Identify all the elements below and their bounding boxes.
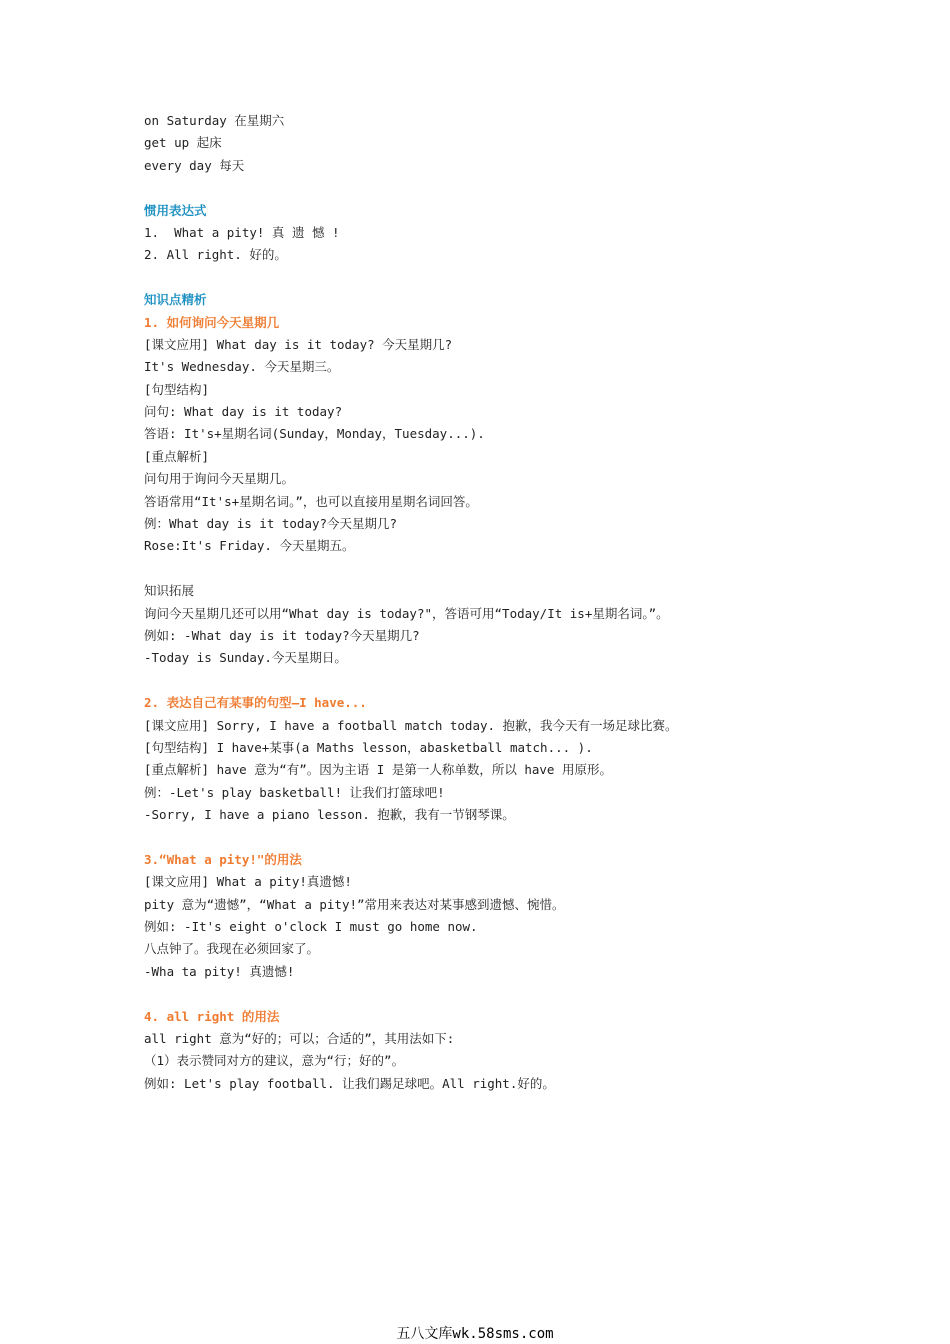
section-3-line: [课文应用] What a pity!真遗憾!: [144, 874, 352, 890]
section-4-line: （1）表示赞同对方的建议，意为“行；好的”。: [144, 1053, 405, 1069]
vocab-line: get up 起床: [144, 135, 222, 151]
section-2-line: [重点解析] have 意为“有”。因为主语 I 是第一人称单数，所以 have 用原形。: [144, 762, 612, 778]
spacer: [144, 983, 844, 1005]
section-1-line: 问句用于询问今天星期几。: [144, 471, 295, 487]
extension-heading: 知识拓展: [144, 583, 195, 599]
section-3-line: 八点钟了。我现在必须回家了。: [144, 941, 320, 957]
section-1-line: [句型结构]: [144, 381, 210, 397]
spacer: [144, 670, 844, 692]
vocab-line: on Saturday 在星期六: [144, 113, 285, 128]
section-3-title: 3.“What a pity!"的用法: [144, 851, 302, 867]
spacer: [144, 177, 844, 199]
section-1-line: [课文应用] What day is it today? 今天星期几?: [144, 336, 453, 352]
extension-line: 例如: -What day is it today?今天星期几?: [144, 627, 420, 643]
vocab-line: every day 每天: [144, 157, 245, 173]
section-2-title: 2. 表达自己有某事的句型—I have...: [144, 695, 367, 711]
section-1-line: 答语: It's+星期名词(Sunday，Monday，Tuesday...).: [144, 426, 485, 442]
section-2-line: [课文应用] Sorry, I have a football match today. 抱歉，我今天有一场足球比赛。: [144, 717, 678, 733]
section-4-line: all right 意为“好的；可以；合适的”，其用法如下:: [144, 1031, 455, 1047]
section-1-line: [重点解析]: [144, 448, 210, 464]
spacer: [144, 827, 844, 849]
section-2-line: -Sorry, I have a piano lesson. 抱歉，我有一节钢琴课。: [144, 807, 515, 823]
section-3-line: pity 意为“遗憾”，“What a pity!”常用来表达对某事感到遗憾、惋惜。: [144, 896, 565, 912]
extension-line: 询问今天星期几还可以用“What day is today?"，答语可用“Today/It is+星期名词。”。: [144, 605, 669, 621]
section-4-line: 例如: Let's play football. 让我们踢足球吧。All right.好的。: [144, 1075, 555, 1091]
expression-item: 2. All right. 好的。: [144, 247, 287, 263]
section-3-line: 例如: -It's eight o'clock I must go home now.: [144, 919, 478, 935]
section-2-line: 例：-Let's play basketball! 让我们打篮球吧!: [144, 784, 445, 800]
spacer: [144, 267, 844, 289]
expression-item: 1. What a pity! 真 遗 憾 !: [144, 224, 340, 240]
document-body: [144, 110, 844, 1095]
section-3-line: -Wha ta pity! 真遗憾!: [144, 963, 295, 979]
section-1-line: 问句: What day is it today?: [144, 404, 343, 420]
knowledge-heading: 知识点精析: [144, 292, 207, 308]
section-1-line: 例：What day is it today?今天星期几?: [144, 516, 398, 532]
expressions-heading: 惯用表达式: [144, 202, 207, 218]
section-4-title: 4. all right 的用法: [144, 1008, 280, 1024]
section-1-line: 答语常用“It's+星期名词。”，也可以直接用星期名词回答。: [144, 493, 478, 509]
section-1-line: It's Wednesday. 今天星期三。: [144, 359, 340, 375]
extension-line: -Today is Sunday.今天星期日。: [144, 650, 347, 666]
footer-watermark: 五八文库wk.58sms.com: [396, 1326, 554, 1342]
section-1-line: Rose:It's Friday. 今天星期五。: [144, 538, 355, 554]
section-1-title: 1. 如何询问今天星期几: [144, 314, 280, 330]
section-2-line: [句型结构] I have+某事(a Maths lesson，abasketball match... ).: [144, 739, 593, 755]
spacer: [144, 558, 844, 580]
